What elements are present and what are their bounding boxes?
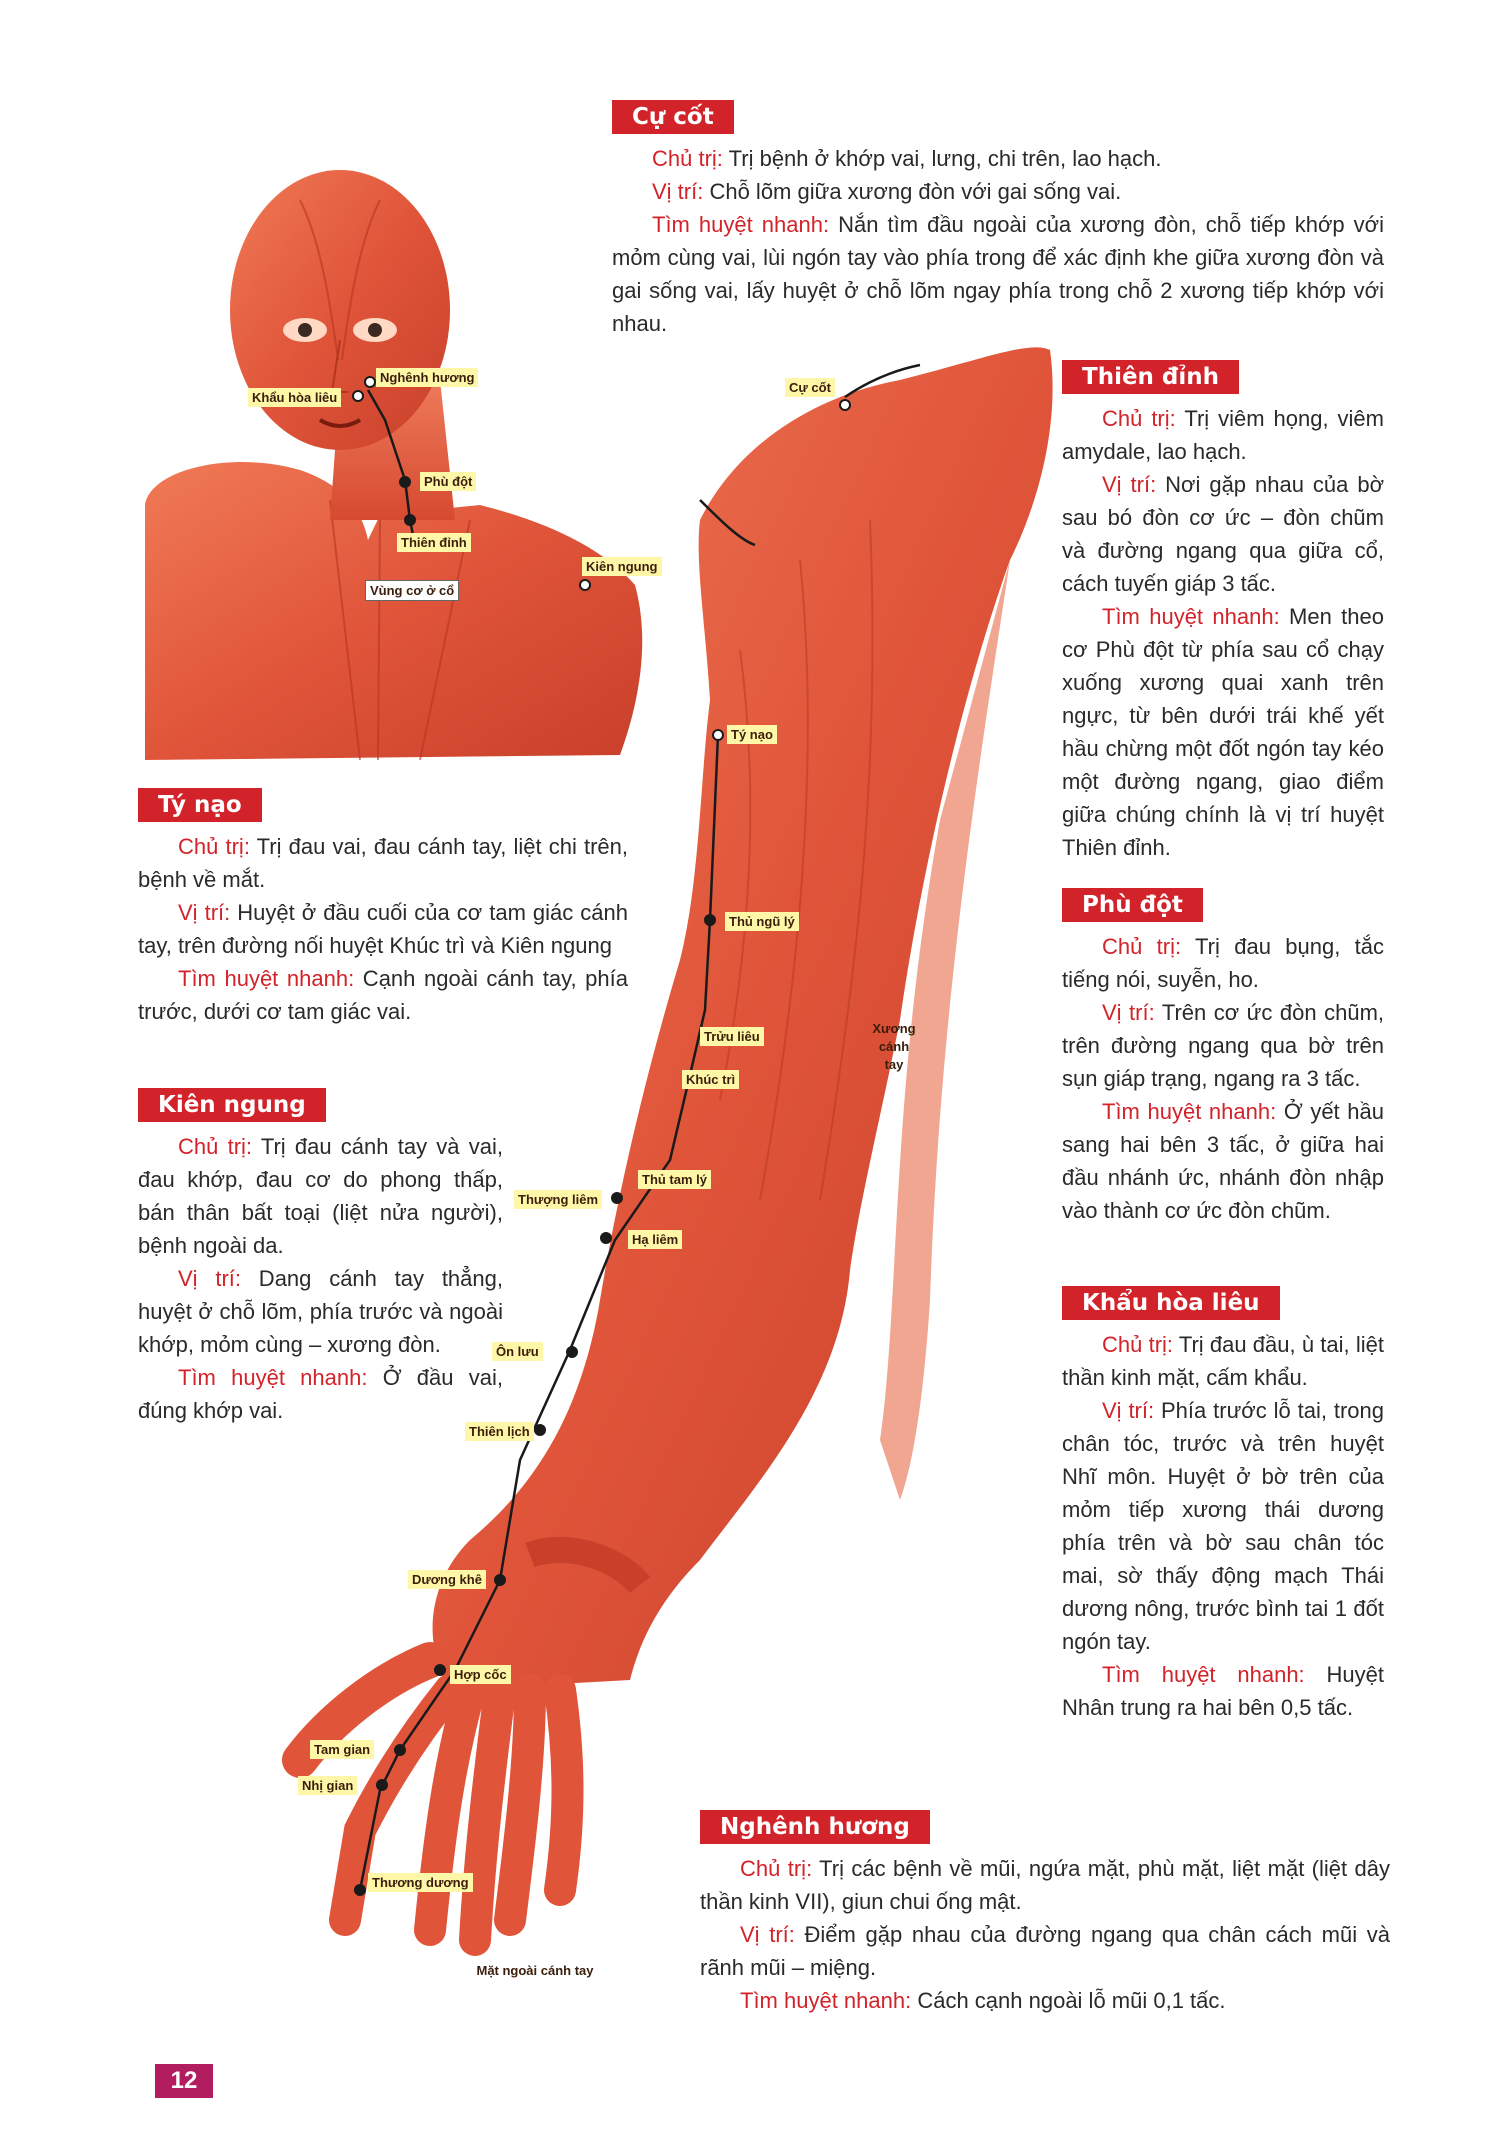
section-heading: Cự cốt	[612, 100, 734, 134]
section-nghenh-huong	[700, 1810, 1390, 2017]
section-para: Chủ trị: Trị bệnh ở khớp vai, lưng, chi trên, lao hạch.	[652, 146, 1162, 171]
section-para: Tìm huyệt nhanh: Ở yết hầu sang hai bên 3 tấc, ở giữa hai đầu nhánh ức, nhánh đòn nhập vào thành cơ ức đòn chũm.	[1062, 1099, 1384, 1223]
label-ha-liem: Hạ liêm	[628, 1230, 682, 1249]
section-para: Chủ trị: Trị đau cánh tay và vai, đau khớp, đau cơ do phong thấp, bán thân bất toại (liệt nửa người), bệnh ngoài da.	[138, 1134, 503, 1258]
point-duong-khe	[495, 1575, 505, 1585]
label-khuc-tri: Khúc trì	[682, 1070, 739, 1089]
section-khau-hoa-lieu	[1062, 1286, 1384, 1724]
section-para: Chủ trị: Trị viêm họng, viêm amydale, lao hạch.	[1062, 406, 1384, 464]
point-nhi-gian	[377, 1780, 387, 1790]
label-tam-gian: Tam gian	[310, 1740, 374, 1759]
point-kien-ngung	[580, 580, 590, 590]
label-thien-lich: Thiên lịch	[465, 1422, 534, 1441]
label-phu-dot: Phù đột	[420, 472, 476, 491]
section-para: Vị trí: Huyệt ở đầu cuối của cơ tam giác cánh tay, trên đường nối huyệt Khúc trì và Kiên ngung	[138, 900, 629, 958]
point-thuong-duong	[355, 1885, 365, 1895]
section-para: Tìm huyệt nhanh: Men theo cơ Phù đột từ phía sau cổ chạy xuống xương quai xanh trên ngực, từ bên dưới trái khế yết hầu chừng một đốt ngón tay kéo một đường ngang, giao điểm giữa chúng chính là vị trí huyệt Thiên đỉnh.	[1062, 604, 1384, 860]
head-torso-illustration	[145, 170, 642, 760]
point-on-luu	[567, 1347, 577, 1357]
section-para: Tìm huyệt nhanh: Ở đầu vai, đúng khớp vai.	[138, 1365, 503, 1423]
section-kien-ngung	[138, 1088, 503, 1427]
point-tam-gian	[395, 1745, 405, 1755]
page-number: 12	[155, 2064, 213, 2098]
label-on-luu: Ôn lưu	[492, 1342, 543, 1361]
section-cu-cot	[612, 100, 1384, 340]
section-para: Tìm huyệt nhanh: Cách cạnh ngoài lỗ mũi 0,1 tấc.	[740, 1988, 1226, 2013]
section-para: Vị trí: Điểm gặp nhau của đường ngang qua chân cách mũi và rãnh mũi – miệng.	[700, 1922, 1390, 1980]
point-ha-liem	[601, 1233, 611, 1243]
section-heading: Khẩu hòa liêu	[1062, 1286, 1280, 1320]
label-vung-co-o-co: Vùng cơ ở cổ	[365, 580, 459, 601]
point-thu-ngu-ly	[705, 915, 715, 925]
section-para: Vị trí: Phía trước lỗ tai, trong chân tóc, trước và trên huyệt Nhĩ môn. Huyệt ở bờ trên của mỏm tiếp xương thái dương phía trên và bờ sau chân tóc mai, sờ thấy động mạch Thái dương nông, trước bình tai 1 đốt ngón tay.	[1062, 1398, 1384, 1654]
label-xuong-canh-tay: Xương cánh tay	[872, 1021, 916, 1072]
section-heading: Thiên đỉnh	[1062, 360, 1239, 394]
label-truu-lieu: Trửu liêu	[700, 1027, 764, 1046]
section-thien-dinh	[1062, 360, 1384, 864]
label-thuong-liem: Thượng liêm	[514, 1190, 602, 1209]
point-cu-cot	[840, 400, 850, 410]
label-thuong-duong: Thương dương	[368, 1873, 473, 1892]
point-khau-hoa-lieu	[353, 391, 363, 401]
section-para: Chủ trị: Trị đau vai, đau cánh tay, liệt chi trên, bệnh về mắt.	[138, 834, 628, 892]
section-para: Tìm huyệt nhanh: Cạnh ngoài cánh tay, phía trước, dưới cơ tam giác vai.	[138, 966, 628, 1024]
section-heading: Phù đột	[1062, 888, 1203, 922]
point-thien-dinh	[405, 515, 415, 525]
label-nhi-gian: Nhị gian	[298, 1776, 357, 1795]
point-ty-nao	[713, 730, 723, 740]
point-thuong-liem	[612, 1193, 622, 1203]
label-kien-ngung: Kiên ngung	[582, 557, 662, 576]
label-khau-hoa-lieu: Khẩu hòa liêu	[248, 388, 341, 407]
label-cu-cot: Cự cốt	[785, 378, 835, 397]
section-para: Tìm huyệt nhanh: Nắn tìm đầu ngoài của xương đòn, chỗ tiếp khớp với mỏm cùng vai, lùi ngón tay vào phía trong để xác định khe giữa xương đòn và gai sống vai, lấy huyệt ở chỗ lõm ngay phía trong chỗ 2 xương tiếp khớp với nhau.	[612, 212, 1384, 336]
point-thien-lich	[535, 1425, 545, 1435]
section-para: Vị trí: Chỗ lõm giữa xương đòn với gai sống vai.	[652, 179, 1122, 204]
section-para: Vị trí: Trên cơ ức đòn chũm, trên đường ngang qua bờ trên sụn giáp trạng, ngang ra 3 tấc.	[1062, 1000, 1385, 1091]
label-thu-tam-ly: Thủ tam lý	[638, 1170, 711, 1189]
label-nghenh-huong: Nghênh hương	[376, 368, 478, 387]
section-para: Chủ trị: Trị các bệnh về mũi, ngứa mặt, phù mặt, liệt mặt (liệt dây thần kinh VII), giun chui ống mật.	[700, 1856, 1390, 1914]
point-phu-dot	[400, 477, 410, 487]
label-thien-dinh: Thiên đỉnh	[397, 533, 471, 552]
section-heading: Nghênh hương	[700, 1810, 930, 1844]
label-thu-ngu-ly: Thủ ngũ lý	[725, 912, 799, 931]
section-para: Chủ trị: Trị đau bụng, tắc tiếng nói, suyễn, ho.	[1062, 934, 1384, 992]
label-hop-coc: Hợp cốc	[450, 1665, 511, 1684]
point-nghenh-huong	[365, 377, 375, 387]
section-phu-dot	[1062, 888, 1384, 1227]
section-ty-nao	[138, 788, 628, 1028]
section-para: Tìm huyệt nhanh: Huyệt Nhân trung ra hai bên 0,5 tấc.	[1062, 1662, 1384, 1720]
section-heading: Tý nạo	[138, 788, 262, 822]
section-para: Vị trí: Dang cánh tay thẳng, huyệt ở chỗ lõm, phía trước và ngoài khớp, mỏm cùng – xương đòn.	[138, 1266, 503, 1357]
section-para: Chủ trị: Trị đau đầu, ù tai, liệt thần kinh mặt, cấm khẩu.	[1062, 1332, 1384, 1390]
section-heading: Kiên ngung	[138, 1088, 326, 1122]
section-para: Vị trí: Nơi gặp nhau của bờ sau bó đòn cơ ức – đòn chũm và đường ngang qua giữa cổ, cách tuyến giáp 3 tấc.	[1062, 472, 1385, 596]
point-hop-coc	[435, 1665, 445, 1675]
label-duong-khe: Dương khê	[408, 1570, 486, 1589]
label-mat-ngoai-canh-tay: Mặt ngoài cánh tay	[476, 1963, 594, 1978]
label-ty-nao: Tý nạo	[727, 725, 777, 744]
